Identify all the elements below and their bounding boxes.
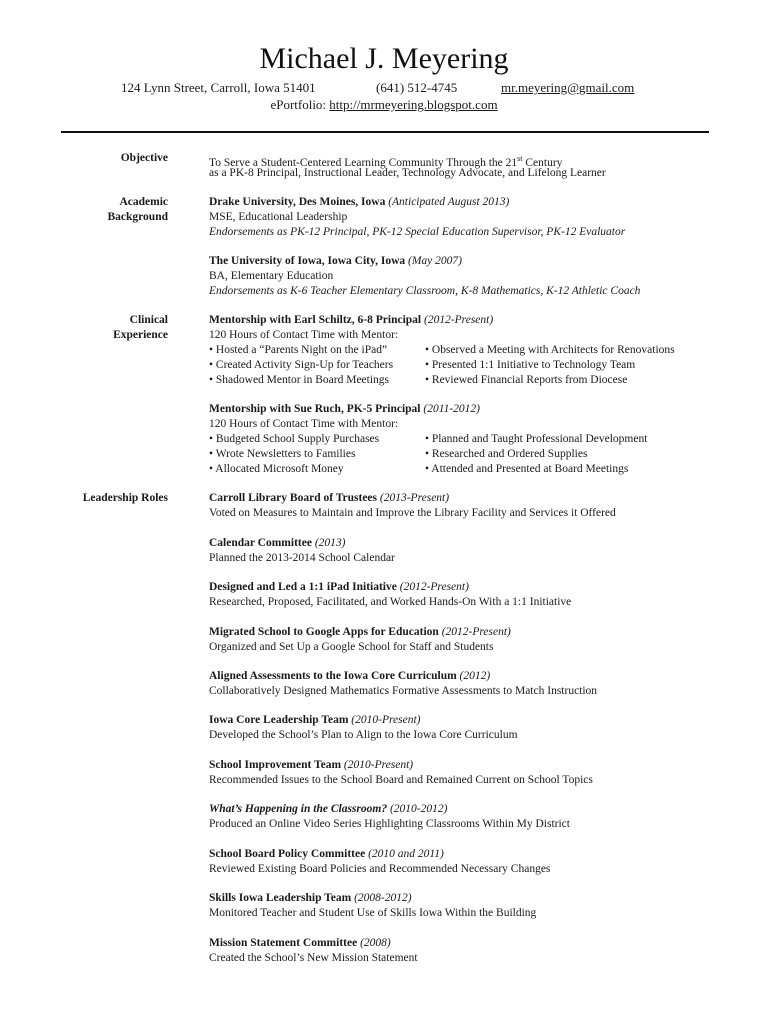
objective-text: To Serve a Student-Centered Learning Community Through the 21st Century as a PK-8 Principal, Instructional Leader, Technology Advocate, and Lifelong Learner xyxy=(209,154,606,179)
role-entry: Designed and Led a 1:1 iPad Initiative (2012-Present) Researched, Proposed, Facilitated, and Worked Hands-On With a 1:1 Initiative xyxy=(209,581,572,608)
resume-name: Michael J. Meyering xyxy=(259,42,509,75)
role-entry: Aligned Assessments to the Iowa Core Curriculum (2012) Collaboratively Designed Mathematics Formative Assessments to Match Instruction xyxy=(209,670,598,697)
bullet-item: • Allocated Microsoft Money xyxy=(209,463,344,475)
bullet-item: • Reviewed Financial Reports from Diocese xyxy=(425,374,628,386)
bullet-item: • Attended and Presented at Board Meetings xyxy=(425,463,629,475)
role-entry: School Board Policy Committee (2010 and 2011) Reviewed Existing Board Policies and Recommended Necessary Changes xyxy=(209,848,551,875)
role-entry: Calendar Committee (2013) Planned the 2013-2014 School Calendar xyxy=(209,537,395,564)
bullet-item: • Shadowed Mentor in Board Meetings xyxy=(209,374,390,386)
portfolio-label: ePortfolio: xyxy=(270,97,327,112)
role-entry: Iowa Core Leadership Team (2010-Present) Developed the School’s Plan to Align to the Iowa Core Curriculum xyxy=(209,714,518,741)
role-entry: Migrated School to Google Apps for Education (2012-Present) Organized and Set Up a Google School for Staff and Students xyxy=(209,626,511,653)
mentorship-entry: Mentorship with Earl Schiltz, 6-8 Principal (2012-Present) 120 Hours of Contact Time with Mentor: • Hosted a “Parents Night on the iPad” • Created Activity Sign-Up for Teachers • Shadowed Mentor in Board Meetings • Observed a Meeting with Architects for Renovations • Presented 1:1 Initiative to Technology Team • Reviewed Financial Reports from Diocese xyxy=(209,314,675,386)
portfolio-link[interactable]: http://mrmeyering.blogspot.com xyxy=(329,97,498,112)
contact-line xyxy=(0,80,768,96)
mentorship-entry: Mentorship with Sue Ruch, PK-5 Principal (2011-2012) 120 Hours of Contact Time with Mentor: • Budgeted School Supply Purchases • Wrote Newsletters to Families • Allocated Microsoft Money • Planned and Taught Professional Development • Researched and Ordered Supplies • Attended and Presented at Board Meetings xyxy=(209,403,648,475)
school-entry: The University of Iowa, Iowa City, Iowa (May 2007) BA, Elementary Education Endorsements as K-6 Teacher Elementary Classroom, K-8 Mathematics, K-12 Athletic Coach xyxy=(209,255,641,297)
email-link[interactable]: mr.meyering@gmail.com xyxy=(501,80,635,95)
role-entry: What’s Happening in the Classroom? (2010-2012) Produced an Online Video Series Highlighting Classrooms Within My District xyxy=(209,803,570,830)
bullet-item: • Wrote Newsletters to Families xyxy=(209,448,356,460)
school-entry: Drake University, Des Moines, Iowa (Anticipated August 2013) MSE, Educational Leadership Endorsements as PK-12 Principal, PK-12 Special Education Supervisor, PK-12 Evaluator xyxy=(209,196,626,238)
role-entry: School Improvement Team (2010-Present) Recommended Issues to the School Board and Remained Current on School Topics xyxy=(209,759,593,786)
bullet-item: • Hosted a “Parents Night on the iPad” xyxy=(209,344,388,356)
header-divider xyxy=(61,131,709,133)
section-label-clinical: Clinical Experience xyxy=(113,314,168,341)
bullet-item: • Researched and Ordered Supplies xyxy=(425,448,588,460)
section-label-academic: Academic Background xyxy=(107,196,168,223)
section-label-objective: Objective xyxy=(120,152,168,164)
section-label-leadership: Leadership Roles xyxy=(82,492,168,504)
address: 124 Lynn Street, Carroll, Iowa 51401 xyxy=(121,80,316,95)
role-entry: Carroll Library Board of Trustees (2013-Present) Voted on Measures to Maintain and Improve the Library Facility and Services it Offered xyxy=(209,492,616,519)
bullet-item: • Planned and Taught Professional Development xyxy=(425,433,648,445)
portfolio-line xyxy=(0,97,768,113)
bullet-item: • Created Activity Sign-Up for Teachers xyxy=(209,359,394,371)
role-entry: Mission Statement Committee (2008) Created the School’s New Mission Statement xyxy=(209,937,418,964)
phone: (641) 512-4745 xyxy=(376,80,458,95)
bullet-item: • Budgeted School Supply Purchases xyxy=(209,433,380,445)
role-entry: Skills Iowa Leadership Team (2008-2012) Monitored Teacher and Student Use of Skills Iowa Within the Building xyxy=(209,892,537,919)
bullet-item: • Observed a Meeting with Architects for Renovations xyxy=(425,344,675,356)
bullet-item: • Presented 1:1 Initiative to Technology Team xyxy=(425,359,636,371)
